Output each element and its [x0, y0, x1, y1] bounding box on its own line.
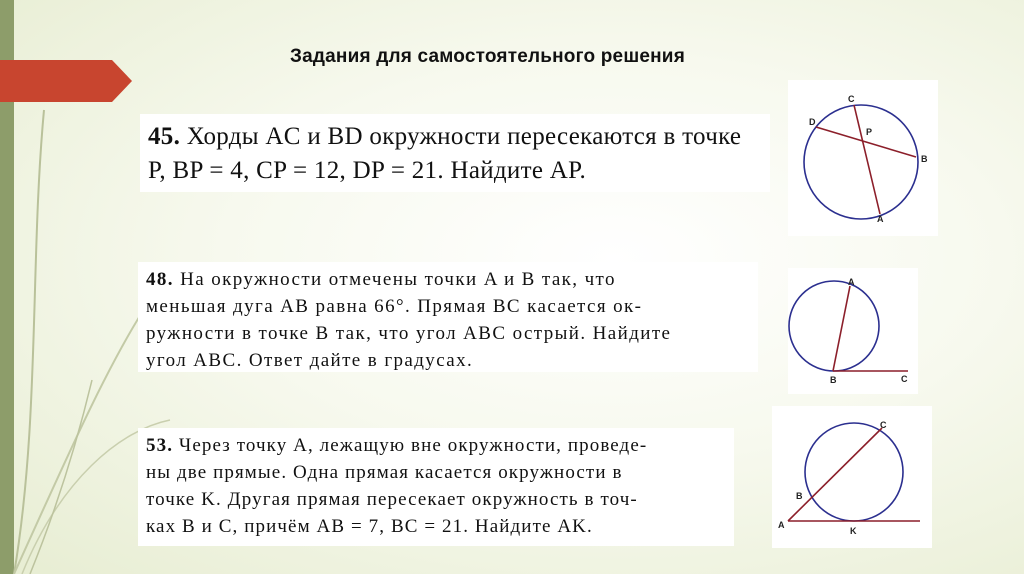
task-text: Хорды AC и BD окружности пересекаются в точке — [186, 123, 742, 150]
label-a: A — [778, 520, 785, 530]
circle-shape — [804, 105, 918, 219]
circle-shape — [805, 423, 903, 521]
label-c: C — [901, 374, 908, 384]
task-text: На окружности отмечены точки A и B так, что — [180, 269, 616, 290]
title-ribbon — [0, 60, 132, 102]
task-53 — [138, 428, 734, 546]
label-b: B — [796, 491, 803, 501]
task-number: 53. — [146, 435, 174, 456]
label-a: A — [848, 277, 855, 287]
label-a: A — [877, 214, 884, 224]
task-line: угол ABC. Ответ дайте в градусах. — [146, 350, 474, 371]
circle-shape — [789, 281, 879, 371]
label-b: B — [921, 154, 928, 164]
task-line: P, BP = 4, CP = 12, DP = 21. Найдите AP. — [148, 157, 587, 184]
task-line: ружности в точке B так, что угол ABC острый. Найдите — [146, 323, 672, 344]
task-line: ках B и C, причём AB = 7, BC = 21. Найдите AK. — [146, 516, 593, 537]
secant-line — [788, 428, 882, 521]
chord-ac — [854, 105, 880, 214]
task-number: 48. — [146, 269, 174, 290]
label-d: D — [809, 117, 816, 127]
label-p: P — [866, 127, 873, 137]
task-line — [146, 266, 758, 293]
figure-tangent-angle — [788, 268, 918, 394]
task-text: Через точку A, лежащую вне окружности, проведе- — [178, 435, 648, 456]
chord-ab — [833, 286, 850, 371]
task-line — [148, 120, 770, 154]
task-48 — [138, 262, 758, 372]
label-c: C — [880, 420, 887, 430]
slide-title: Задания для самостоятельного решения — [290, 46, 685, 67]
label-k: K — [850, 526, 857, 536]
label-c: C — [848, 94, 855, 104]
task-line: меньшая дуга AB равна 66°. Прямая BC касается ок- — [146, 296, 643, 317]
figure-chords — [788, 80, 938, 236]
task-line: ны две прямые. Одна прямая касается окружности в — [146, 462, 623, 483]
task-number: 45. — [148, 123, 181, 150]
label-b: B — [830, 375, 837, 385]
task-45 — [140, 114, 770, 192]
task-line: точке K. Другая прямая пересекает окружность в точ- — [146, 489, 638, 510]
task-line — [146, 432, 734, 459]
figure-secant-tangent — [772, 406, 932, 548]
